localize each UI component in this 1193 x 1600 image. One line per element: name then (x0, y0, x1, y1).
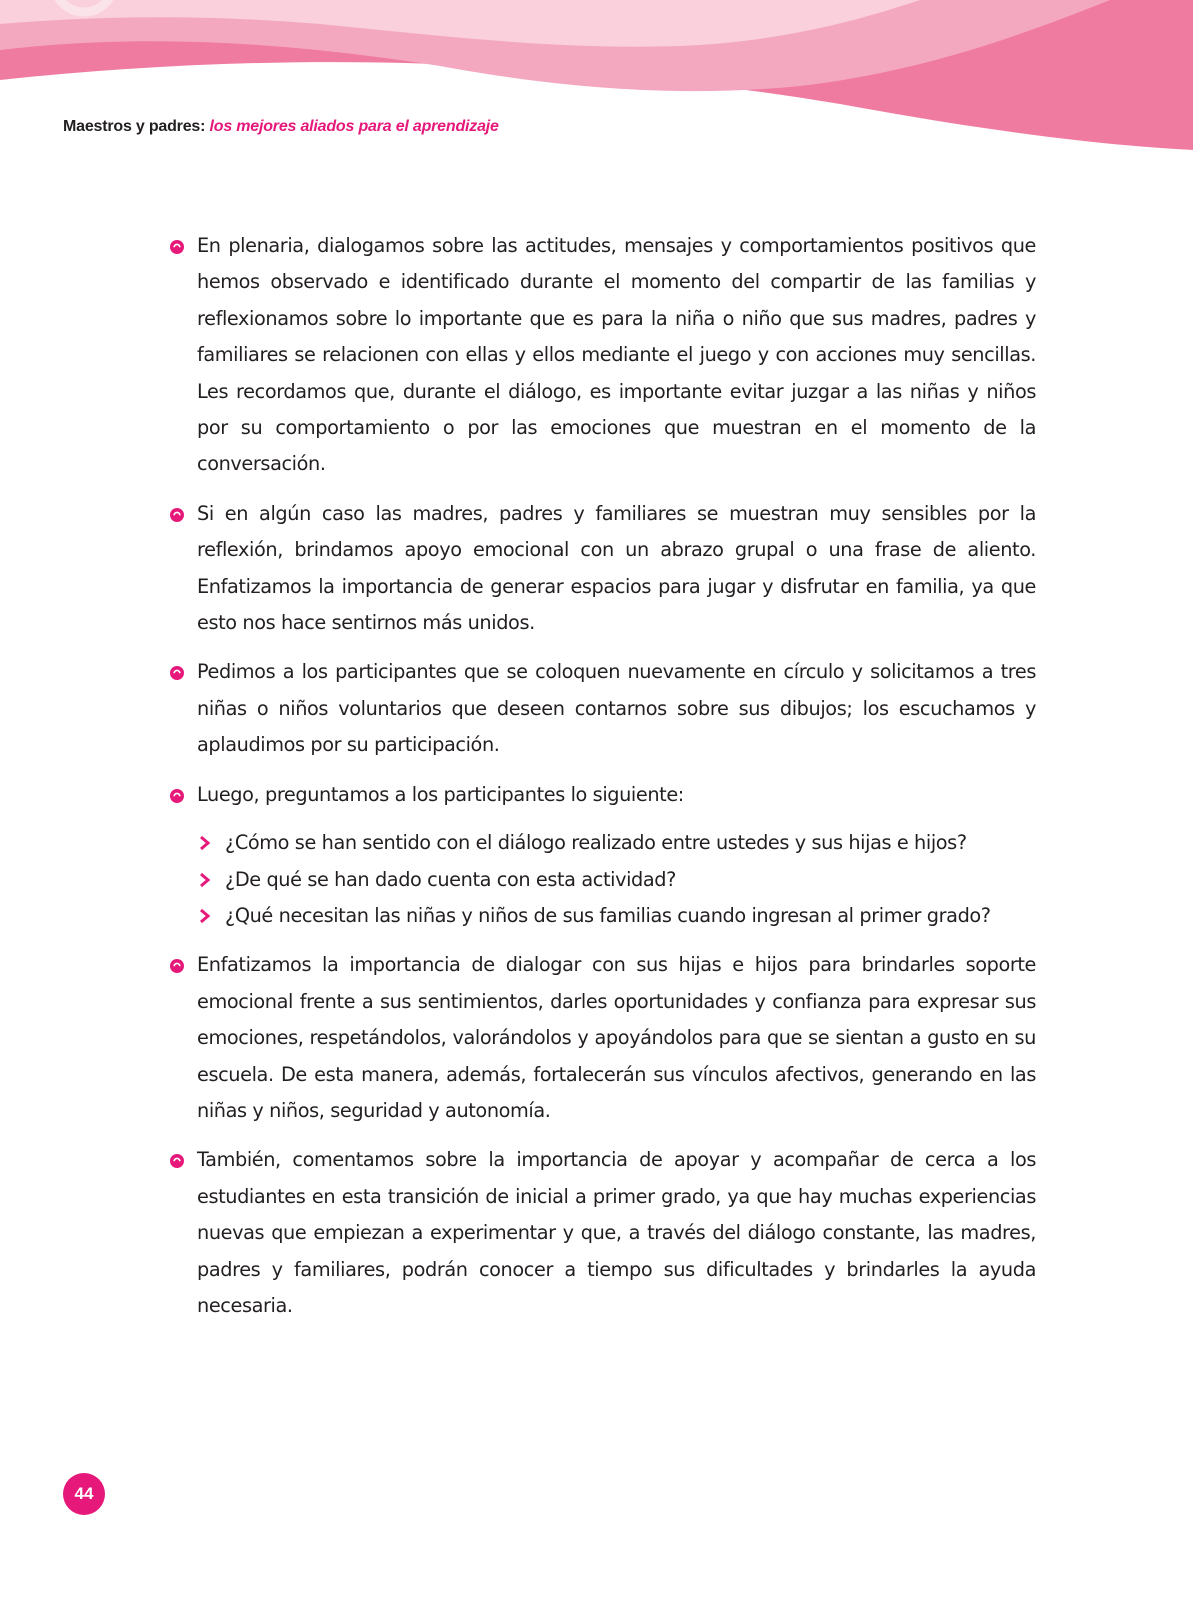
chevron-right-icon (199, 872, 211, 888)
question-item (197, 862, 1036, 898)
bullet-item (170, 947, 1036, 1129)
bullet-text: También, comentamos sobre la importancia de apoyar y acompañar de cerca a los estudiantes en esta transición de inicial a primer grado, ya que hay muchas experiencias nuevas que empiezan a experimentar y que, a través del diálogo constante, las madres, padres y familiares, podrán conocer a tiempo sus dificultades y brindarles la ayuda necesaria. (197, 1148, 1036, 1317)
question-item (197, 898, 1036, 934)
pink-bullet-icon (170, 240, 184, 254)
running-header-subtitle: los mejores aliados para el aprendizaje (209, 118, 499, 135)
bullet-item (170, 777, 1036, 813)
pink-bullet-icon (170, 1154, 184, 1168)
bullet-item (170, 654, 1036, 763)
pink-bullet-icon (170, 959, 184, 973)
bullet-text: Enfatizamos la importancia de dialogar con sus hijas e hijos para brindarles soporte emocional frente a sus sentimientos, darles oportunidades y confianza para expresar sus emociones, respetándolos, valorándolos y apoyándolos para que se sientan a gusto en su escuela. De esta manera, además, fortalecerán sus vínculos afectivos, generando en las niñas y niños, seguridad y autonomía. (197, 953, 1036, 1122)
bullet-item (170, 228, 1036, 483)
chevron-right-icon (199, 908, 211, 924)
bullet-item (170, 496, 1036, 642)
bullet-text: En plenaria, dialogamos sobre las actitudes, mensajes y comportamientos positivos que hemos observado e identificado durante el momento del compartir de las familias y reflexionamos sobre lo importante que es para la niña o niño que sus madres, padres y familiares se relacionen con ellas y ellos mediante el juego y con acciones muy sencillas. Les recordamos que, durante el diálogo, es importante evitar juzgar a las niñas y niños por su comportamiento o por las emociones que muestran en el momento de la conversación. (197, 234, 1036, 476)
page-number-badge: 44 (63, 1473, 105, 1515)
content-body (170, 228, 1036, 1337)
pink-bullet-icon (170, 666, 184, 680)
question-text: ¿Qué necesitan las niñas y niños de sus familias cuando ingresan al primer grado? (225, 903, 991, 927)
pink-bullet-icon (170, 508, 184, 522)
bullet-text: Pedimos a los participantes que se coloquen nuevamente en círculo y solicitamos a tres niñas o niños voluntarios que deseen contarnos sobre sus dibujos; los escuchamos y aplaudimos por su participación. (197, 660, 1036, 757)
bullet-text: Luego, preguntamos a los participantes lo siguiente: (197, 782, 684, 806)
chevron-right-icon (199, 835, 211, 851)
question-item (197, 825, 1036, 861)
bullet-item (170, 1142, 1036, 1324)
running-header-title: Maestros y padres: (63, 118, 206, 135)
bullet-text: Si en algún caso las madres, padres y familiares se muestran muy sensibles por la reflexión, brindamos apoyo emocional con un abrazo grupal o una frase de aliento. Enfatizamos la importancia de generar espacios para jugar y disfrutar en familia, ya que esto nos hace sentirnos más unidos. (197, 501, 1036, 635)
pink-bullet-icon (170, 789, 184, 803)
question-list (170, 825, 1036, 934)
running-header (63, 118, 499, 136)
question-text: ¿Cómo se han sentido con el diálogo realizado entre ustedes y sus hijas e hijos? (225, 831, 967, 855)
question-text: ¿De qué se han dado cuenta con esta actividad? (225, 867, 676, 891)
